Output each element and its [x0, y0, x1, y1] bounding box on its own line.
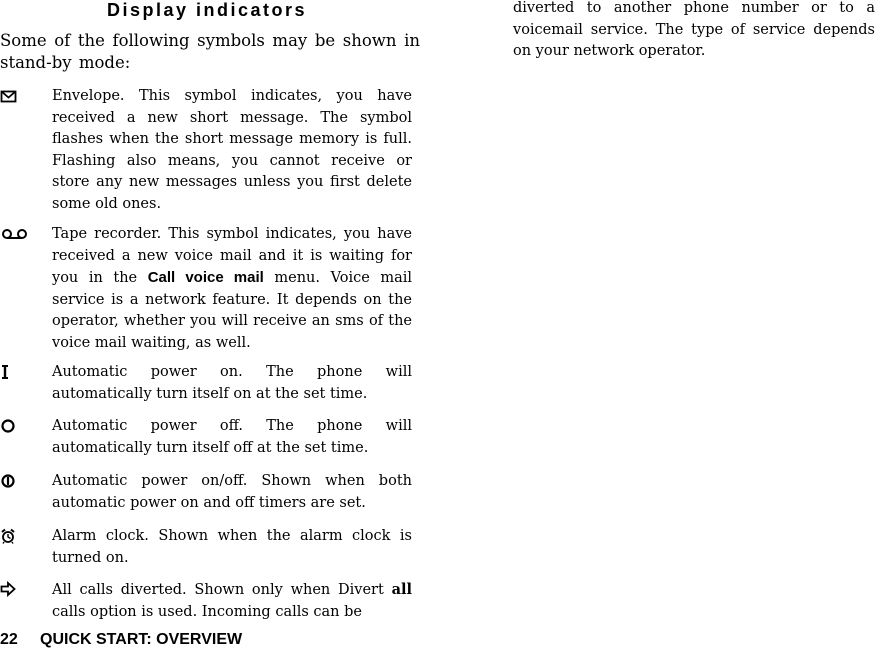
- envelope-description: Envelope. This symbol indicates, you have received a new short message. The symbol flashes when the short message memory is full. Flashing also means, you cannot receive or store any new messages unless you first delete some old ones.: [52, 88, 412, 212]
- divert-arrow-icon: [0, 581, 18, 597]
- power-on-icon: [0, 364, 18, 380]
- section-title: QUICK START: OVERVIEW: [40, 631, 243, 648]
- page-footer: [0, 631, 242, 649]
- alarm-clock-icon: [0, 528, 18, 544]
- call-voice-mail-menu-ref: Call voice mail: [147, 269, 264, 286]
- divert-text-after: calls option is used. Incoming calls can be: [52, 603, 362, 620]
- alarm-clock-description: Alarm clock. Shown when the alarm clock is turned on.: [52, 528, 412, 566]
- divert-text-before: All calls diverted. Shown only when Divert: [52, 582, 392, 598]
- page-number: 22: [0, 631, 18, 648]
- divert-description: [52, 579, 412, 623]
- tape-text-before: Tape recorder. This symbol indicates, you have received a new voice mail and it is waiting for you in the: [52, 226, 412, 286]
- section-heading: Display indicators: [106, 0, 308, 20]
- tape-recorder-icon: [0, 226, 30, 242]
- power-on-description: Automatic power on. The phone will automatically turn itself on at the set time.: [52, 364, 412, 402]
- divert-all-ref: all: [391, 581, 412, 598]
- power-off-description: Automatic power off. The phone will automatically turn itself off at the set time.: [52, 418, 412, 456]
- power-on-off-icon: [0, 473, 18, 489]
- tape-recorder-description: [52, 224, 412, 354]
- right-column-text: diverted to another phone number or to a voicemail service. The type of service depends on your network operator.: [513, 0, 875, 59]
- intro-paragraph: Some of the following symbols may be shown in stand-by mode:: [0, 31, 420, 72]
- power-on-off-description: Automatic power on/off. Shown when both automatic power on and off timers are set.: [52, 473, 412, 511]
- power-off-icon: [0, 418, 18, 434]
- tape-text-after: menu. Voice mail service is a network feature. It depends on the operator, whether you will receive an sms of the voice mail waiting, as well.: [52, 270, 413, 351]
- envelope-icon: [0, 88, 18, 104]
